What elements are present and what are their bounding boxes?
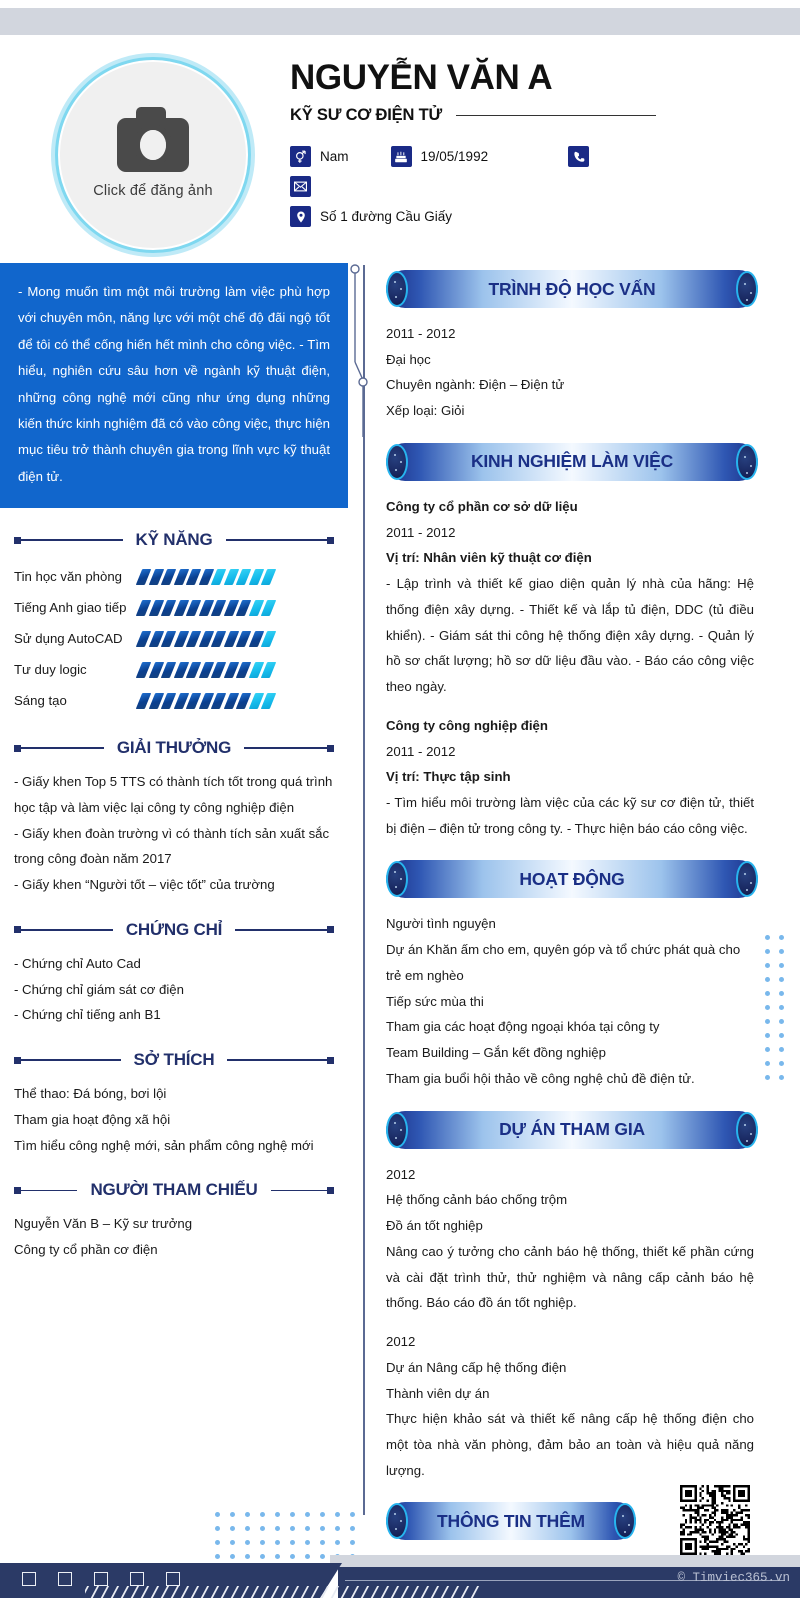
footer-credit: © Timviec365.vn xyxy=(677,1571,790,1585)
camera-icon xyxy=(117,118,189,172)
heading-square-right xyxy=(327,537,334,544)
dot xyxy=(215,1526,220,1531)
text-line: - Chứng chỉ Auto Cad xyxy=(14,955,141,971)
skill-label: Tư duy logic xyxy=(14,662,87,678)
photo-upload-label: Click để đăng ảnh xyxy=(93,182,213,199)
dot xyxy=(765,935,770,940)
dot xyxy=(335,1540,340,1545)
text-line: Tham gia buổi hội thảo về công nghệ chủ đề điện tử. xyxy=(386,1070,695,1086)
education-banner xyxy=(386,270,758,308)
text-line: - Chứng chỉ tiếng anh B1 xyxy=(14,1007,161,1023)
dot xyxy=(290,1526,295,1531)
skills-title: KỸ NĂNG xyxy=(135,530,213,550)
awards-heading xyxy=(0,738,348,758)
heading-square-right xyxy=(327,926,334,933)
certificates-list xyxy=(0,951,348,1028)
dot xyxy=(779,1033,784,1038)
project-name: Dự án Nâng cấp hệ thống điện xyxy=(386,1359,567,1375)
dot xyxy=(779,991,784,996)
job-title-rule xyxy=(456,115,656,117)
text-line: Đại học xyxy=(386,351,431,367)
job-description: - Tìm hiểu môi trường làm việc của các kỹ sư cơ điện tử, thiết bị điện – điện tử trong công ty. - Thực hiện báo cáo công việc. xyxy=(386,795,754,836)
heading-square-left xyxy=(14,745,21,752)
skill-rating-bar[interactable] xyxy=(139,662,273,678)
qr-code xyxy=(680,1485,750,1555)
job-company: Công ty cổ phần cơ sở dữ liệu xyxy=(386,498,578,514)
dot xyxy=(230,1512,235,1517)
banner-cap-right xyxy=(614,1503,636,1539)
dot xyxy=(350,1512,355,1517)
text-line: Xếp loại: Giỏi xyxy=(386,403,465,419)
references-title: NGƯỜI THAM CHIẾU xyxy=(90,1180,258,1200)
awards-title: GIẢI THƯỞNG xyxy=(116,738,232,758)
experience-banner xyxy=(386,443,758,481)
certificates-heading xyxy=(0,920,348,940)
dot xyxy=(779,949,784,954)
text-line: - Giấy khen “Người tốt – việc tốt” của trường xyxy=(14,877,275,893)
skill-rating-bar[interactable] xyxy=(139,693,273,709)
dot xyxy=(350,1540,355,1545)
section-references xyxy=(0,1180,348,1262)
education-lines xyxy=(386,321,758,424)
heading-square-left xyxy=(14,537,21,544)
footer-square xyxy=(130,1572,144,1586)
banner-cap-right xyxy=(736,861,758,897)
banner-cap-right xyxy=(736,1112,758,1148)
contact-email[interactable] xyxy=(290,176,320,197)
references-list xyxy=(0,1211,348,1262)
dot xyxy=(320,1512,325,1517)
dot xyxy=(765,991,770,996)
address-value: Số 1 đường Cầu Giấy xyxy=(320,209,452,225)
skill-label: Sử dụng AutoCAD xyxy=(14,631,123,647)
heading-rule-right xyxy=(226,539,328,541)
text-line: Thể thao: Đá bóng, bơi lội xyxy=(14,1086,167,1102)
project-year: 2012 xyxy=(386,1334,416,1350)
footer-square xyxy=(58,1572,72,1586)
skill-label: Tiếng Anh giao tiếp xyxy=(14,600,127,616)
heading-rule-right xyxy=(227,1059,327,1061)
skill-row xyxy=(14,654,334,685)
hobbies-title: SỞ THÍCH xyxy=(133,1050,215,1070)
heading-square-left xyxy=(14,1057,21,1064)
dot xyxy=(779,1005,784,1010)
additional-title: THÔNG TIN THÊM xyxy=(437,1510,585,1531)
job-title-row xyxy=(290,106,760,125)
contact-gender[interactable] xyxy=(290,146,349,167)
dot xyxy=(275,1512,280,1517)
dot xyxy=(335,1526,340,1531)
projects-title: DỰ ÁN THAM GIA xyxy=(499,1119,645,1140)
gender-value: Nam xyxy=(320,149,349,165)
certificates-title: CHỨNG CHỈ xyxy=(125,919,223,939)
skill-rating-bar[interactable] xyxy=(139,631,273,647)
column-divider xyxy=(363,265,365,1515)
dot xyxy=(290,1540,295,1545)
dot xyxy=(320,1526,325,1531)
candidate-job-title: KỸ SƯ CƠ ĐIỆN TỬ xyxy=(290,105,442,124)
dot xyxy=(765,1075,770,1080)
gender-icon xyxy=(290,146,311,167)
section-education xyxy=(386,270,758,424)
skills-heading xyxy=(0,530,348,550)
text-line: Tìm hiểu công nghệ mới, sản phẩm công nghệ mới xyxy=(14,1137,314,1153)
heading-rule-left xyxy=(21,1190,77,1192)
footer-grey-strip xyxy=(330,1555,800,1567)
section-skills xyxy=(0,530,348,716)
heading-rule-right xyxy=(244,747,327,749)
heading-square-right xyxy=(327,745,334,752)
project-description: Thực hiện khảo sát và thiết kế nâng cấp hệ thống điện cho một tòa nhà văn phòng, đảm bảo an toàn và hiệu quả năng lượng. xyxy=(386,1411,754,1478)
career-objective: - Mong muốn tìm một môi trường làm việc phù hợp với chuyên môn, năng lực với một chế độ đãi ngộ tốt để tôi có thể cống hiến hết mình cho công việc. - Tìm hiểu, nghiên cứu sâu hơn về ngành kỹ thuật điện, những công nghệ mới cũng như ứng dụng những kiến thức kinh nghiệm đã có vào công việc, thực hiện mục tiêu trở thành chuyên gia trong lĩnh vực kỹ thuật điện tử. xyxy=(0,263,348,508)
contact-phone[interactable] xyxy=(568,146,598,167)
phone-icon xyxy=(568,146,589,167)
banner-cap-left xyxy=(386,1112,408,1148)
text-line: Tham gia hoạt động xã hội xyxy=(14,1111,171,1127)
dot xyxy=(779,977,784,982)
dot xyxy=(275,1526,280,1531)
skill-row xyxy=(14,685,334,716)
dot xyxy=(260,1540,265,1545)
footer-square-row xyxy=(22,1572,180,1586)
skill-rating-bar[interactable] xyxy=(139,569,273,585)
project-role: Thành viên dự án xyxy=(386,1385,490,1401)
heading-rule-left xyxy=(21,929,113,931)
text-line: Công ty cổ phần cơ điện xyxy=(14,1242,158,1258)
additional-banner xyxy=(386,1502,636,1540)
section-projects xyxy=(386,1111,758,1484)
activities-title: HOẠT ĐỘNG xyxy=(519,868,625,889)
activities-banner xyxy=(386,860,758,898)
dot xyxy=(305,1526,310,1531)
skill-row xyxy=(14,592,334,623)
dot xyxy=(320,1540,325,1545)
skill-label: Tin học văn phòng xyxy=(14,569,123,585)
dot xyxy=(245,1512,250,1517)
text-line: - Giấy khen đoàn trường vì có thành tích sản xuất sắc trong công đoàn năm 2017 xyxy=(14,825,330,867)
heading-rule-left xyxy=(21,539,123,541)
photo-upload-placeholder[interactable] xyxy=(55,57,251,253)
dot xyxy=(215,1540,220,1545)
heading-rule-left xyxy=(21,1059,121,1061)
dot xyxy=(765,977,770,982)
text-line: Team Building – Gắn kết đồng nghiệp xyxy=(386,1045,606,1061)
footer-square xyxy=(166,1572,180,1586)
job-company: Công ty công nghiệp điện xyxy=(386,717,548,733)
cv-header xyxy=(0,35,800,263)
contact-address[interactable] xyxy=(290,206,452,227)
dot xyxy=(290,1512,295,1517)
dot xyxy=(765,1047,770,1052)
footer-square xyxy=(22,1572,36,1586)
dot xyxy=(260,1526,265,1531)
section-certificates xyxy=(0,920,348,1028)
section-experience xyxy=(386,443,758,842)
project-year: 2012 xyxy=(386,1166,416,1182)
job-position: Vị trí: Nhân viên kỹ thuật cơ điện xyxy=(386,550,592,566)
banner-cap-right xyxy=(736,271,758,307)
dot xyxy=(245,1540,250,1545)
job-position: Vị trí: Thực tập sinh xyxy=(386,769,511,785)
contact-row xyxy=(290,142,760,172)
dot xyxy=(305,1540,310,1545)
text-line: Dự án Khăn ấm cho em, quyên góp và tổ chức phát quà cho trẻ em nghèo xyxy=(386,942,741,983)
right-column xyxy=(386,270,758,1598)
activities-list xyxy=(386,911,758,1091)
job-period: 2011 - 2012 xyxy=(386,524,456,540)
dot xyxy=(350,1526,355,1531)
dot xyxy=(779,1061,784,1066)
skill-rating-bar[interactable] xyxy=(139,600,273,616)
projects-banner xyxy=(386,1111,758,1149)
heading-square-left xyxy=(14,1187,21,1194)
dot xyxy=(765,1005,770,1010)
awards-list xyxy=(0,769,348,898)
contact-birthday[interactable] xyxy=(391,146,489,167)
text-line: - Giấy khen Top 5 TTS có thành tích tốt trong quá trình học tập và làm việc lại công ty công nghiệp điện xyxy=(14,774,333,815)
birthday-value: 19/05/1992 xyxy=(420,149,489,165)
project-name: Hệ thống cảnh báo chống trộm xyxy=(386,1192,568,1208)
heading-rule-left xyxy=(21,747,104,749)
project-item xyxy=(386,1162,758,1316)
references-heading xyxy=(0,1180,348,1200)
dot xyxy=(230,1526,235,1531)
location-pin-icon xyxy=(290,206,311,227)
footer-hatch-pattern xyxy=(85,1586,485,1598)
dot xyxy=(260,1512,265,1517)
skill-row xyxy=(14,623,334,654)
text-line: Tiếp sức mùa thi xyxy=(386,993,484,1009)
education-title: TRÌNH ĐỘ HỌC VẤN xyxy=(488,278,656,299)
skill-label: Sáng tạo xyxy=(14,693,67,709)
banner-cap-right xyxy=(736,444,758,480)
text-line: - Chứng chỉ giám sát cơ điện xyxy=(14,981,184,997)
skill-row xyxy=(14,561,334,592)
dot-grid-right xyxy=(765,935,793,1089)
heading-square-right xyxy=(327,1057,334,1064)
experience-title: KINH NGHIỆM LÀM VIỆC xyxy=(470,451,674,472)
contact-list xyxy=(290,142,760,232)
experience-item xyxy=(386,713,758,842)
section-awards xyxy=(0,738,348,898)
section-hobbies xyxy=(0,1050,348,1158)
dot xyxy=(215,1512,220,1517)
candidate-name: NGUYỄN VĂN A xyxy=(290,58,553,97)
skills-list xyxy=(0,561,348,716)
contact-row xyxy=(290,202,760,232)
dot xyxy=(765,1019,770,1024)
job-period: 2011 - 2012 xyxy=(386,743,456,759)
birthday-cake-icon xyxy=(391,146,412,167)
banner-cap-left xyxy=(386,271,408,307)
dot xyxy=(305,1512,310,1517)
left-column xyxy=(0,263,348,1285)
cv-footer xyxy=(0,1555,800,1598)
text-line: Tham gia các hoạt động ngoại khóa tại công ty xyxy=(386,1019,660,1035)
header-text-block xyxy=(290,60,760,232)
projects-list xyxy=(386,1162,758,1484)
text-line: 2011 - 2012 xyxy=(386,326,456,341)
contact-row xyxy=(290,172,760,202)
dot xyxy=(765,949,770,954)
text-line: Chuyên ngành: Điện – Điện tử xyxy=(386,377,565,393)
dot xyxy=(779,1019,784,1024)
banner-cap-left xyxy=(386,444,408,480)
experience-list xyxy=(386,494,758,842)
envelope-icon xyxy=(290,176,311,197)
footer-square xyxy=(94,1572,108,1586)
dot xyxy=(230,1540,235,1545)
heading-rule-right xyxy=(235,929,327,931)
experience-item xyxy=(386,494,758,700)
heading-square-right xyxy=(327,1187,334,1194)
text-line: Người tình nguyện xyxy=(386,916,496,932)
dot xyxy=(245,1526,250,1531)
hobbies-heading xyxy=(0,1050,348,1070)
dot xyxy=(335,1512,340,1517)
heading-square-left xyxy=(14,926,21,933)
dot xyxy=(779,963,784,968)
dot xyxy=(765,1033,770,1038)
dot xyxy=(765,963,770,968)
section-activities xyxy=(386,860,758,1091)
heading-rule-right xyxy=(271,1190,327,1192)
project-item xyxy=(386,1329,758,1483)
text-line: Nguyễn Văn B – Kỹ sư trưởng xyxy=(14,1216,193,1232)
dot xyxy=(779,1075,784,1080)
dot xyxy=(779,1047,784,1052)
project-role: Đồ án tốt nghiệp xyxy=(386,1218,483,1234)
project-description: Nâng cao ý tưởng cho cảnh báo hệ thống, thiết kế phần cứng và cài đặt trình thử, thử nghiệm và nâng cấp cảnh báo hệ thống. Báo cáo đồ án tốt nghiệp. xyxy=(386,1243,754,1311)
top-grey-bar xyxy=(0,8,800,35)
job-description: - Lập trình và thiết kế giao diện quản lý nhà của hãng: Hệ thống điện xây dựng. - Thiết kế và lắp tủ điện, DDC (tủ điều khiển). - Giám sát thi công hệ thống điện xây dựng. - Quản lý hồ sơ chất lượng; hồ sơ dữ liệu đầu vào. - Báo cáo công việc theo ngày. xyxy=(386,576,754,695)
dot xyxy=(275,1540,280,1545)
dot xyxy=(765,1061,770,1066)
dot xyxy=(779,935,784,940)
hobbies-list xyxy=(0,1081,348,1158)
